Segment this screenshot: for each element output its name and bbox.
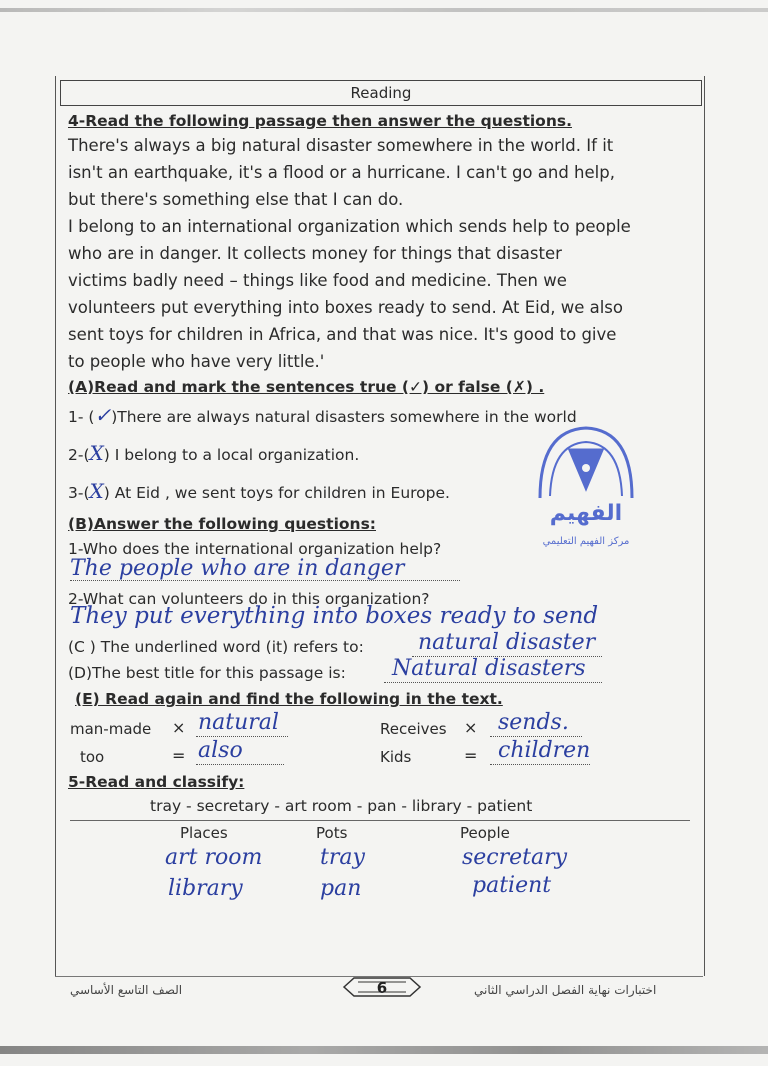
scan-edge-top	[0, 8, 768, 12]
partE-symbol: =	[464, 746, 478, 765]
item-text: ) I belong to a local organization.	[103, 446, 360, 464]
column-header-people: People	[460, 824, 510, 842]
passage-line: who are in danger. It collects money for things that disaster	[68, 244, 562, 263]
partE-symbol: ×	[172, 718, 186, 737]
partE-right-word: Kids	[380, 748, 412, 766]
partE-left-word: too	[80, 748, 105, 766]
partE-left-answer: also	[198, 738, 243, 763]
partA-item-1	[68, 403, 577, 427]
passage-line: isn't an earthquake, it's a flood or a hurricane. I can't go and help,	[68, 163, 615, 182]
answer-dotted-line	[196, 764, 284, 765]
partB-answer-1: The people who are in danger	[70, 556, 405, 581]
passage-line: I belong to an international organization which sends help to people	[68, 217, 631, 236]
passage-line: to people who have very little.'	[68, 352, 325, 371]
section-title: Reading	[350, 84, 412, 102]
item-prefix: 2-(	[68, 446, 90, 464]
pots-answer: tray	[320, 845, 365, 870]
footer-grade-label: الصف التاسع الأساسي	[70, 983, 183, 997]
item-prefix: 1- (	[68, 408, 95, 426]
answer-dotted-line	[196, 736, 288, 737]
passage-line: sent toys for children in Africa, and that was nice. It's good to give	[68, 325, 617, 344]
answer-dotted-line	[490, 736, 582, 737]
partD-answer: Natural disasters	[392, 656, 586, 681]
word-list-underline	[70, 820, 690, 821]
center-stamp	[530, 420, 642, 568]
q5-word-list: tray - secretary - art room - pan - library - patient	[150, 797, 533, 815]
partC-answer: natural disaster	[418, 630, 596, 655]
section-header-box	[60, 80, 702, 106]
passage-line: victims badly need – things like food and medicine. Then we	[68, 271, 567, 290]
pots-answer: pan	[320, 876, 362, 901]
scan-edge-bottom	[0, 1046, 768, 1054]
partE-symbol: ×	[464, 718, 478, 737]
partA-heading: (A)Read and mark the sentences true (✓) or false (✗) .	[68, 378, 545, 396]
answer-dotted-line	[70, 580, 460, 581]
page-number-ornament	[340, 974, 424, 1000]
partC-question: (C ) The underlined word (it) refers to:	[68, 638, 364, 656]
partB-heading: (B)Answer the following questions:	[68, 515, 376, 533]
footer-exam-label: اختبارات نهاية الفصل الدراسي الثاني	[474, 983, 657, 997]
column-header-places: Places	[180, 824, 228, 842]
item-text: )There are always natural disasters somewhere in the world	[111, 408, 577, 426]
partE-heading: (E) Read again and find the following in the text.	[75, 690, 503, 708]
partA-item-3	[68, 479, 450, 503]
passage-line: volunteers put everything into boxes ready to send. At Eid, we also	[68, 298, 623, 317]
partB-answer-2: They put everything into boxes ready to send	[70, 603, 599, 629]
partE-left-answer: natural	[198, 710, 279, 735]
column-header-pots: Pots	[316, 824, 348, 842]
page-number: 6	[376, 979, 388, 997]
partE-right-answer: sends.	[498, 710, 569, 735]
answer-dotted-line	[490, 764, 590, 765]
partB-question-1: 1-Who does the international organization help?	[68, 540, 442, 558]
q5-heading: 5-Read and classify:	[68, 773, 245, 791]
check-mark: ✓	[94, 403, 112, 427]
partD-question: (D)The best title for this passage is:	[68, 664, 346, 682]
people-answer: secretary	[462, 845, 568, 870]
partE-right-answer: children	[498, 738, 591, 763]
partA-item-2	[68, 441, 359, 465]
partB-question-2: 2-What can volunteers do in this organization?	[68, 590, 430, 608]
answer-dotted-line	[384, 682, 602, 683]
people-answer: patient	[472, 873, 552, 898]
item-text: ) At Eid , we sent toys for children in Europe.	[103, 484, 450, 502]
item-prefix: 3-(	[68, 484, 90, 502]
partE-symbol: =	[172, 746, 186, 765]
false-mark: X	[89, 479, 104, 503]
false-mark: X	[89, 441, 104, 465]
passage-line: There's always a big natural disaster somewhere in the world. If it	[68, 136, 614, 155]
places-answer: art room	[165, 845, 263, 870]
stamp-text-top: الفهيم	[549, 501, 623, 526]
partE-left-word: man-made	[70, 720, 152, 738]
passage-line: but there's something else that I can do.	[68, 190, 404, 209]
stamp-text-bottom: مركز الفهيم التعليمي	[542, 536, 630, 547]
q4-heading: 4-Read the following passage then answer the questions.	[68, 112, 572, 130]
places-answer: library	[168, 876, 243, 901]
partE-right-word: Receives	[380, 720, 447, 738]
